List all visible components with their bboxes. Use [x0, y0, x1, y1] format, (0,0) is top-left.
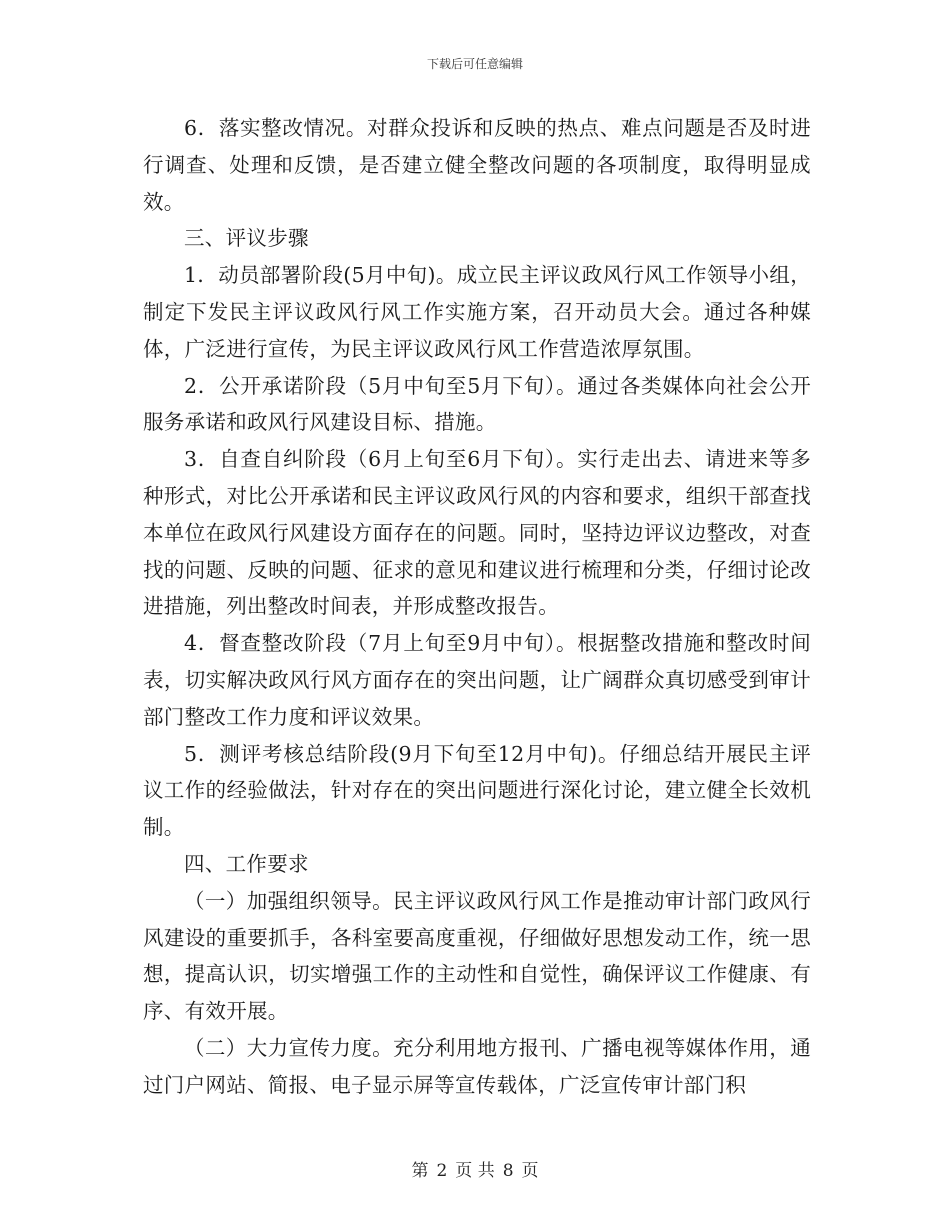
paragraph-step-3: 3．自查自纠阶段（6月上旬至6月下旬）。实行走出去、请进来等多种形式，对比公开承诺和民主评议政风行风的内容和要求，组织干部查找本单位在政风行风建设方面存在的问题。同时，坚持边评议边整改，对查找的问题、反映的问题、征求的意见和建议进行梳理和分类，仔细讨论改进措施，列出整改时间表，并形成整改报告。	[143, 447, 811, 619]
section-heading-steps: 三、评议步骤	[184, 226, 309, 251]
page-header: 下载后可任意编辑	[426, 57, 523, 71]
paragraph-item-6: 6．落实整改情况。对群众投诉和反映的热点、难点问题是否及时进行调查、处理和反馈，是否建立健全整改问题的各项制度，取得明显成效。	[143, 116, 811, 214]
footer-middle: 页 共	[455, 1161, 495, 1181]
footer-suffix: 页	[521, 1161, 539, 1181]
page-footer	[0, 1156, 950, 1181]
paragraph-step-2: 2．公开承诺阶段（5月中旬至5月下旬）。通过各类媒体向社会公开服务承诺和政风行风建设目标、措施。	[143, 373, 811, 435]
paragraph-step-4: 4．督查整改阶段（7月上旬至9月中旬）。根据整改措施和整改时间表，切实解决政风行风方面存在的突出问题，让广阔群众真切感受到审计部门整改工作力度和评议效果。	[143, 631, 811, 729]
footer-page-number: 2	[436, 1161, 448, 1181]
document-body	[143, 110, 811, 1104]
paragraph-requirement-1: （一）加强组织领导。民主评议政风行风工作是推动审计部门政风行风建设的重要抓手，各科室要高度重视，仔细做好思想发动工作，统一思想，提高认识，切实增强工作的主动性和自觉性，确保评议工作健康、有序、有效开展。	[143, 888, 811, 1024]
paragraph-requirement-2: （二）大力宣传力度。充分利用地方报刊、广播电视等媒体作用，通过门户网站、简报、电子显示屏等宣传载体，广泛宣传审计部门积	[143, 1035, 811, 1097]
section-heading-requirements: 四、工作要求	[184, 851, 309, 876]
paragraph-step-5: 5．测评考核总结阶段(9月下旬至12月中旬)。仔细总结开展民主评议工作的经验做法，针对存在的突出问题进行深化讨论，建立健全长效机制。	[143, 741, 811, 840]
paragraph-step-1: 1．动员部署阶段(5月中旬)。成立民主评议政风行风工作领导小组，制定下发民主评议政风行风工作实施方案，召开动员大会。通过各种媒体，广泛进行宣传，为民主评议政风行风工作营造浓厚氛围。	[143, 263, 811, 361]
footer-total-pages: 8	[502, 1161, 514, 1181]
footer-prefix: 第	[411, 1161, 429, 1181]
